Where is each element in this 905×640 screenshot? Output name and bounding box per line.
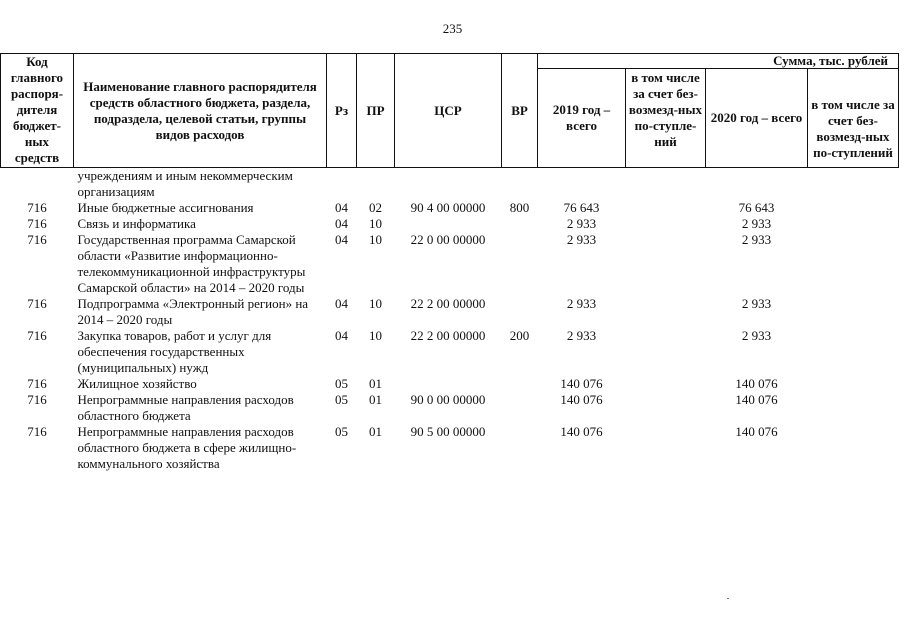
header-2019-grant: в том числе за счет без-возмезд-ных по-ступле-ний [626,69,706,168]
cell-2020-grant [808,328,899,376]
cell-vr [502,392,538,424]
cell-pr: 01 [369,392,382,407]
cell-code: 716 [27,328,47,343]
cell-2019: 140 076 [560,424,603,439]
cell-2020-grant [808,296,899,328]
cell-2020: 140 076 [735,424,778,439]
cell-2019-grant [626,328,706,376]
table-header [1,54,899,168]
cell-2020: 140 076 [735,376,778,391]
cell-pr: 10 [369,328,382,343]
header-2019-total: 2019 год – всего [538,69,626,168]
table-row [1,424,899,472]
cell-2019-grant [626,200,706,216]
cell-pr: 10 [369,296,382,311]
cell-csr: 90 5 00 00000 [410,424,486,439]
cell-vr [502,216,538,232]
cell-2019: 140 076 [560,392,603,407]
header-rz: Рз [327,54,357,168]
header-2020-grant: в том числе за счет без-возмезд-ных по-ступлений [808,69,899,168]
cell-pr [357,168,395,201]
cell-pr: 02 [369,200,382,215]
cell-2019: 2 933 [566,296,597,311]
cell-rz: 04 [335,216,348,231]
cell-vr: 800 [509,200,530,215]
cell-csr: 22 2 00 00000 [410,328,486,343]
cell-rz: 04 [335,232,348,247]
cell-2019: 140 076 [560,376,603,391]
cell-2019-grant [626,376,706,392]
table-row [1,376,899,392]
scan-speck [727,598,729,599]
cell-csr [395,376,502,392]
cell-2020: 140 076 [735,392,778,407]
cell-rz: 05 [335,376,348,391]
cell-2019-grant [626,168,706,201]
cell-name: Государственная программа Самарской области «Развитие информационно-телекоммуникационной инфраструктуры Самарской области» на 2014 – 2020 годы [77,232,306,295]
table-row [1,232,899,296]
cell-2020-grant [808,424,899,472]
cell-vr [502,376,538,392]
header-name: Наименование главного распорядителя средств областного бюджета, раздела, подраздела, целевой статьи, группы видов расходов [74,54,327,168]
cell-2020-grant [808,200,899,216]
cell-name: Иные бюджетные ассигнования [77,200,254,215]
header-pr: ПР [357,54,395,168]
cell-2020: 2 933 [741,232,772,247]
cell-code: 716 [27,296,47,311]
cell-csr: 22 2 00 00000 [410,296,486,311]
table-row [1,328,899,376]
cell-name: Закупка товаров, работ и услуг для обеспечения государственных (муниципальных) нужд [77,328,272,375]
cell-name: Непрограммные направления расходов областного бюджета в сфере жилищно-коммунального хозяйства [77,424,297,471]
cell-name: Подпрограмма «Электронный регион» на 2014 – 2020 годы [77,296,309,327]
cell-2020-grant [808,392,899,424]
cell-csr [395,168,502,201]
cell-vr: 200 [509,328,530,343]
cell-code: 716 [27,424,47,439]
cell-pr: 10 [369,232,382,247]
cell-2020-grant [808,168,899,201]
table-row [1,216,899,232]
cell-2019-grant [626,232,706,296]
cell-2020: 2 933 [741,216,772,231]
cell-pr: 01 [369,376,382,391]
cell-code: 716 [27,376,47,391]
cell-2019: 2 933 [566,216,597,231]
header-csr: ЦСР [395,54,502,168]
budget-table [0,53,899,472]
cell-2019-grant [626,424,706,472]
header-vr: ВР [502,54,538,168]
cell-pr: 01 [369,424,382,439]
cell-csr: 22 0 00 00000 [410,232,486,247]
cell-code: 716 [27,216,47,231]
cell-2020: 76 643 [738,200,775,215]
cell-2020: 2 933 [741,296,772,311]
cell-code: 716 [27,232,47,247]
cell-csr: 90 0 00 00000 [410,392,486,407]
cell-2019: 76 643 [563,200,600,215]
table-row [1,168,899,201]
cell-rz: 04 [335,328,348,343]
cell-csr [395,216,502,232]
cell-rz [327,168,357,201]
cell-2020-grant [808,232,899,296]
cell-code [1,168,74,201]
cell-code: 716 [27,392,47,407]
cell-2019 [538,168,626,201]
table-body [1,168,899,473]
cell-name: Жилищное хозяйство [77,376,197,391]
cell-name: Связь и информатика [77,216,196,231]
cell-2019: 2 933 [566,232,597,247]
cell-vr [502,296,538,328]
cell-code: 716 [27,200,47,215]
page-number: 235 [442,21,463,36]
cell-2020: 2 933 [741,328,772,343]
cell-2020-grant [808,216,899,232]
table-row [1,392,899,424]
cell-vr [502,232,538,296]
header-sum: Сумма, тыс. рублей [538,54,899,69]
header-code: Код главного распоря-дителя бюджет-ных средств [1,54,74,168]
cell-pr: 10 [369,216,382,231]
cell-rz: 05 [335,424,348,439]
cell-vr [502,424,538,472]
table-row [1,200,899,216]
cell-rz: 04 [335,296,348,311]
header-2020-total: 2020 год – всего [706,69,808,168]
cell-name: учреждениям и иным некоммерческим организациям [77,168,293,199]
cell-2019: 2 933 [566,328,597,343]
cell-2020 [706,168,808,201]
cell-rz: 05 [335,392,348,407]
cell-2019-grant [626,392,706,424]
cell-name: Непрограммные направления расходов областного бюджета [77,392,294,423]
cell-csr: 90 4 00 00000 [410,200,486,215]
cell-vr [502,168,538,201]
cell-2019-grant [626,216,706,232]
cell-2020-grant [808,376,899,392]
cell-rz: 04 [335,200,348,215]
table-row [1,296,899,328]
cell-2019-grant [626,296,706,328]
